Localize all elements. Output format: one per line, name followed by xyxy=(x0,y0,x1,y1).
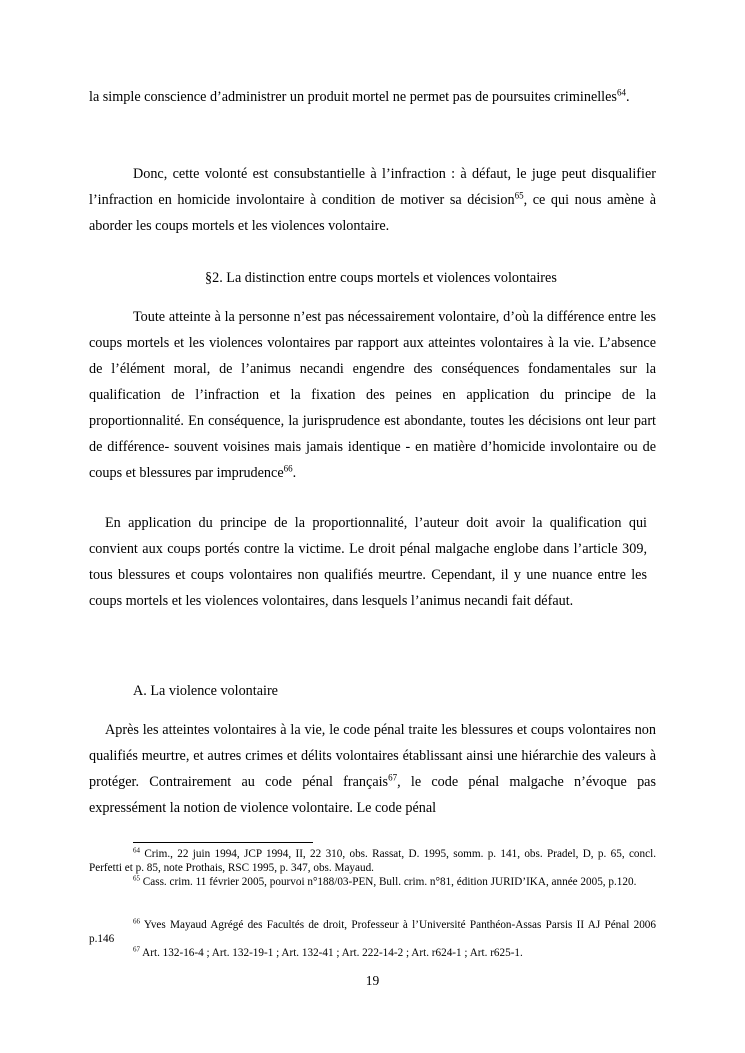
footnote-64-number: 64 xyxy=(133,846,140,855)
paragraph-5-text: Après les atteintes volontaires à la vie, le code pénal traite les blessures et coups volontaires non qualifiés meurtre, et autres crimes et délits volontaires établissant ainsi une hiérarchie des valeurs à protéger. Contrairement au code pénal français xyxy=(89,722,656,790)
paragraph-3-end: . xyxy=(292,465,297,481)
footnote-66-text: Yves Mayaud Agrégé des Facultés de droit, Professeur à l’Université Panthéon-Assas Parsis II AJ Pénal 2006 p.146 xyxy=(89,919,656,945)
footnote-64 xyxy=(89,848,656,875)
paragraph-3 xyxy=(89,304,656,486)
paragraph-2 xyxy=(89,161,656,239)
footnote-64-text: Crim., 22 juin 1994, JCP 1994, II, 22 310, obs. Rassat, D. 1995, somm. p. 141, obs. Pradel, D, p. 65, concl. Perfetti et p. 85, note Prothais, RSC 1995, p. 347, obs. Mayaud. xyxy=(89,848,656,874)
paragraph-1-text: la simple conscience d’administrer un produit mortel ne permet pas de poursuites criminelles xyxy=(89,89,617,105)
paragraph-1-end: . xyxy=(625,89,630,105)
subheading: A. La violence volontaire xyxy=(133,683,278,699)
page-number: 19 xyxy=(365,973,380,988)
paragraph-5-end: , le code pénal malgache n’évoque pas expressément la notion de violence volontaire. Le code pénal xyxy=(89,774,656,816)
paragraph-1 xyxy=(89,84,656,110)
paragraph-2-end: , ce qui nous amène à aborder les coups mortels et les violences volontaire. xyxy=(89,192,657,234)
footnote-ref-64[interactable]: 64 xyxy=(616,87,626,98)
footnote-67-text: Art. 132-16-4 ; Art. 132-19-1 ; Art. 132-41 ; Art. 222-14-2 ; Art. r624-1 ; Art. r625-1. xyxy=(140,947,523,959)
footnote-65-number: 65 xyxy=(133,874,140,883)
footnote-ref-67[interactable]: 67 xyxy=(388,772,398,783)
footnote-67 xyxy=(89,947,656,961)
paragraph-2-text: Donc, cette volonté est consubstantielle à l’infraction : à défaut, le juge peut disqualifier l’infraction en homicide involontaire à condition de motiver sa décision xyxy=(89,166,656,208)
paragraph-4: En application du principe de la proportionnalité, l’auteur doit avoir la qualification qui convient aux coups portés contre la victime. Le droit pénal malgache englobe dans l’article 309, tous blessures et coups volontaires non qualifiés meurtre. Cependant, il y une nuance entre les coups mortels et les violences volontaires, dans lesquels l’animus necandi fait défaut. xyxy=(89,515,647,609)
footnote-separator xyxy=(133,842,313,843)
footnote-66 xyxy=(89,919,656,946)
footnote-66-number: 66 xyxy=(133,917,140,926)
footnote-ref-65[interactable]: 65 xyxy=(514,190,524,201)
footnote-65-text: Cass. crim. 11 février 2005, pourvoi n°188/03-PEN, Bull. crim. n°81, édition JURID’IKA, année 2005, p.120. xyxy=(140,876,637,888)
footnote-67-number: 67 xyxy=(133,945,140,954)
footnote-ref-66[interactable]: 66 xyxy=(283,463,293,474)
paragraph-3-text: Toute atteinte à la personne n’est pas nécessairement volontaire, d’où la différence entre les coups mortels et les violences volontaires par rapport aux atteintes volontaires à la vie. L’absence de l’élément moral, de l’animus necandi engendre des conséquences fondamentales sur la qualification de l’infraction et la fixation des peines en application du principe de la proportionnalité. En conséquence, la jurisprudence est abondante, toutes les décisions ont leur part de différence- souvent voisines mais jamais identique - en matière d’homicide involontaire ou de coups et blessures par imprudence xyxy=(89,309,656,481)
section-heading: §2. La distinction entre coups mortels et violences volontaires xyxy=(205,270,557,286)
footnote-65 xyxy=(89,876,656,890)
paragraph-5 xyxy=(89,717,656,821)
